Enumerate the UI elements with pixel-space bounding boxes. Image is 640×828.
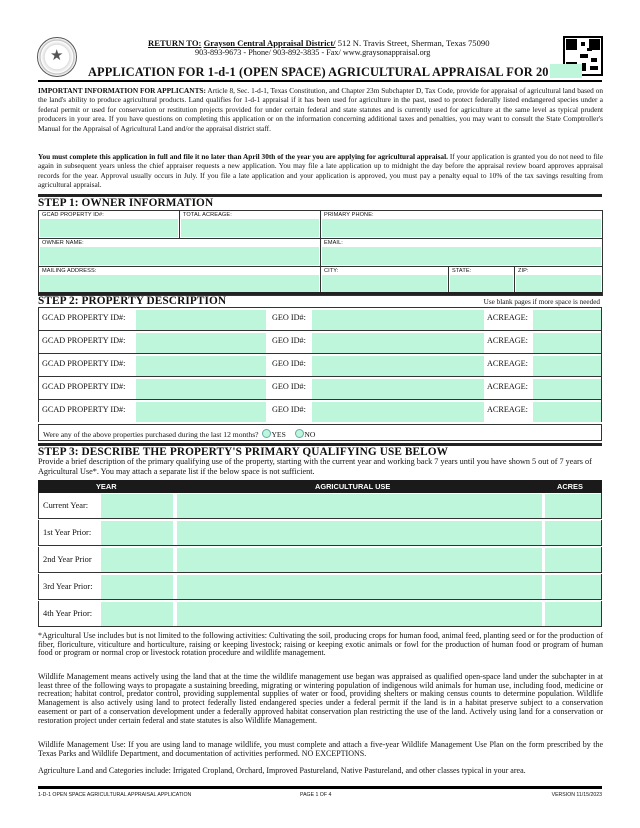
geo-id-input[interactable] [312,310,484,330]
acreage-label: ACREAGE: [487,405,528,414]
step1-title: STEP 1: OWNER INFORMATION [38,197,214,209]
acreage-cell [180,211,321,239]
ag-use-input[interactable] [177,548,542,572]
use-row [38,493,602,519]
yes-label: YES [271,430,286,439]
property-row [38,307,602,330]
step3-title: STEP 3: DESCRIBE THE PROPERTY'S PRIMARY QUALIFYING USE BELOW [38,446,449,458]
ag-use-input[interactable] [177,521,542,545]
geo-id-input[interactable] [312,333,484,353]
phone-input[interactable] [322,219,601,237]
city-label: CITY: [324,268,339,274]
year-input[interactable] [101,602,173,626]
ag-use-input[interactable] [177,602,542,626]
owner-cell [39,239,321,267]
zip-cell [515,267,602,295]
owner-input[interactable] [40,247,319,265]
year-label: Current Year: [43,501,89,510]
state-label: STATE: [452,268,472,274]
acreage-input[interactable] [181,219,319,237]
mailing-cell [39,267,321,295]
acres-input[interactable] [545,548,601,572]
year-label: 4th Year Prior: [43,609,93,618]
acreage-input[interactable] [533,310,601,330]
year-label: 2nd Year Prior [43,555,92,564]
footer-version: VERSION 11/15/2023 [551,792,602,798]
gcad-id-cell [39,211,180,239]
property-row [38,353,602,376]
acreage-label: ACREAGE: [487,359,528,368]
wildlife-note: Wildlife Management means actively using the land that at the time the wildlife management use began was appraised as qualified open-space land under the subchapter in at least three of the following ways to propagate a sustaining breeding, migrating or wintering population of indigenous wild animals for human use, including food, medicine or recreation; habitat control, predator control, providing supplemental supplies of water or food, providing shelters or making census counts to determine population. Wildlife Management is also actively using land to protect federally listed endangered species under a federal permit if the land is in a habitat preserve subject to a conservation easement or part of a conservation development under a federally approved habitat conservation plan restricting the use of the land. Actively using land for a conservation or restoration project under certain federal and state statutes is also Wildlife Management. [38,672,603,725]
deadline-bold: You must complete this application in full and file it no later than April 30th of the year you are applying for agricultural appraisal. [38,152,448,161]
return-label: RETURN TO: [148,38,202,48]
acres-input[interactable] [545,575,601,599]
property-row [38,376,602,399]
acreage-label: ACREAGE: [487,313,528,322]
ag-use-note: *Agricultural Use includes but is not limited to the following activities: Cultivating the soil, producing crops for human food, animal feed, planting seed or for the production of fiber, floriculture, viticulture and horticulture, raising or keeping livestock; raising or keeping exotic animals or fowl for the production of human food or program of human food or program or normal crop or livestock rotation procedure and wildlife management. [38,631,603,658]
property-id-label: GCAD PROPERTY ID#: [42,359,126,368]
email-input[interactable] [322,247,601,265]
geo-id-input[interactable] [312,402,484,422]
geo-id-label: GEO ID#: [272,405,306,414]
year-input[interactable] [101,575,173,599]
use-row [38,547,602,573]
year-label: 3rd Year Prior: [43,582,93,591]
col-year: YEAR [96,482,117,491]
email-label: EMAIL: [324,240,343,246]
contact-line: 903-893-9673 - Phone/ 903-892-3835 - Fax/ www.graysonappraisal.org [195,48,431,57]
acres-input[interactable] [545,494,601,518]
property-row [38,399,602,422]
year-field[interactable] [550,64,582,78]
acreage-input[interactable] [533,356,601,376]
purchased-question-row [38,424,602,441]
important-text: Article 8, Sec. 1-d-1, Texas Constitution, and Chapter 23m Subchapter D, Tax Code, provide for appraisal of agricultural land based on the land's ability to produce agricultural products. Land qualifies for 1-d-1 appraisal if it has been used for agriculture in the past, used to protect federally listed endangered species under a federal permit or used for conservation or restitution projects provided for under certain federal and state statutes and is currently used for agriculture at the same level as typical prudent producers in your area. If you have questions on completing this application or on the information concerning additional taxes and penalties, you may want to consult the State Comptroller's Manual for the Appraisal of Agricultural Land and/or the appraisal district staff. [38,86,603,133]
use-table-header [38,480,602,493]
year-label: 1st Year Prior: [43,528,92,537]
zip-label: ZIP: [518,268,529,274]
property-id-label: GCAD PROPERTY ID#: [42,336,126,345]
acreage-label: ACREAGE: [487,382,528,391]
important-label: IMPORTANT INFORMATION FOR APPLICANTS: [38,86,206,95]
property-id-label: GCAD PROPERTY ID#: [42,382,126,391]
acreage-input[interactable] [533,333,601,353]
deadline-info [38,152,603,190]
geo-id-input[interactable] [312,379,484,399]
acreage-label: TOTAL ACREAGE: [183,212,232,218]
email-cell [321,239,602,267]
phone-label: PRIMARY PHONE: [324,212,374,218]
acreage-label: ACREAGE: [487,336,528,345]
step2-title: STEP 2: PROPERTY DESCRIPTION [38,295,227,307]
acres-input[interactable] [545,602,601,626]
geo-id-label: GEO ID#: [272,382,306,391]
property-id-label: GCAD PROPERTY ID#: [42,313,126,322]
geo-id-input[interactable] [312,356,484,376]
acres-input[interactable] [545,521,601,545]
property-id-input[interactable] [136,310,266,330]
use-row [38,601,602,627]
use-row [38,574,602,600]
owner-info-grid [38,210,603,296]
property-id-input[interactable] [136,402,266,422]
geo-id-label: GEO ID#: [272,359,306,368]
geo-id-label: GEO ID#: [272,336,306,345]
important-info [38,86,603,133]
year-input[interactable] [101,521,173,545]
wildlife-use-note: Wildlife Management Use: If you are using land to manage wildlife, you must complete and attach a five-year Wildlife Management Use Plan on the form prescribed by the Texas Parks and Wildlife Department, and documentation of activities performed. NO EXCEPTIONS. [38,740,603,758]
return-address: 512 N. Travis Street, Sherman, Texas 75090 [335,38,490,48]
phone-cell [321,211,602,239]
ag-use-input[interactable] [177,494,542,518]
footer-page-number: PAGE 1 OF 4 [300,792,332,798]
header-rule [38,80,602,82]
col-acres: ACRES [557,482,583,491]
categories-note: Agriculture Land and Categories include: Irrigated Cropland, Orchard, Improved Pastureland, Native Pastureland, and other classes typical in your area. [38,766,526,775]
mailing-label: MAILING ADDRESS: [42,268,97,274]
form-title [88,64,588,80]
acreage-input[interactable] [533,379,601,399]
owner-label: OWNER NAME: [42,240,84,246]
year-input[interactable] [101,494,173,518]
year-input[interactable] [101,548,173,572]
step2-note: Use blank pages if more space is needed [483,298,600,306]
footer-form-name: 1-D-1 OPEN SPACE AGRICULTURAL APPRAISAL APPLICATION [38,792,192,798]
geo-id-label: GEO ID#: [272,313,306,322]
form-title-text: APPLICATION FOR 1-d-1 (OPEN SPACE) AGRICULTURAL APPRAISAL FOR 20 [88,65,549,79]
return-org: Grayson Central Appraisal District/ [203,38,336,48]
property-row [38,330,602,353]
use-row [38,520,602,546]
county-seal-icon [37,37,77,77]
acreage-input[interactable] [533,402,601,422]
ag-use-input[interactable] [177,575,542,599]
step3-description: Provide a brief description of the primary qualifying use of the property, starting with the current year and working back 7 years until you have shown 5 out of 7 years of Agricultural Use*. You may attach a separate list if the below space is not sufficient. [38,457,592,476]
col-ag-use: AGRICULTURAL USE [315,482,391,491]
gcad-id-input[interactable] [40,219,178,237]
property-id-input[interactable] [136,356,266,376]
gcad-id-label: GCAD PROPERTY ID#: [42,212,104,218]
purchased-question: Were any of the above properties purchased during the last 12 months? [43,430,259,439]
footer-rule [38,786,602,789]
state-cell [449,267,515,295]
deadline-text: If your application is granted you do not need to file again in subsequent years unless the chief appraiser requests a new application. You may file a late application up to midnight the day before the appraisal review board approves appraisal records for the year. Approval usually occurs in July. If you file a late application and your application is approved, you must pay a penalty equal to 10% of the tax savings resulting from agricultural appraisal. [38,152,603,190]
return-to-line [148,38,548,48]
no-label: NO [304,430,316,439]
property-id-input[interactable] [136,333,266,353]
city-cell [321,267,449,295]
property-id-input[interactable] [136,379,266,399]
property-id-label: GCAD PROPERTY ID#: [42,405,126,414]
